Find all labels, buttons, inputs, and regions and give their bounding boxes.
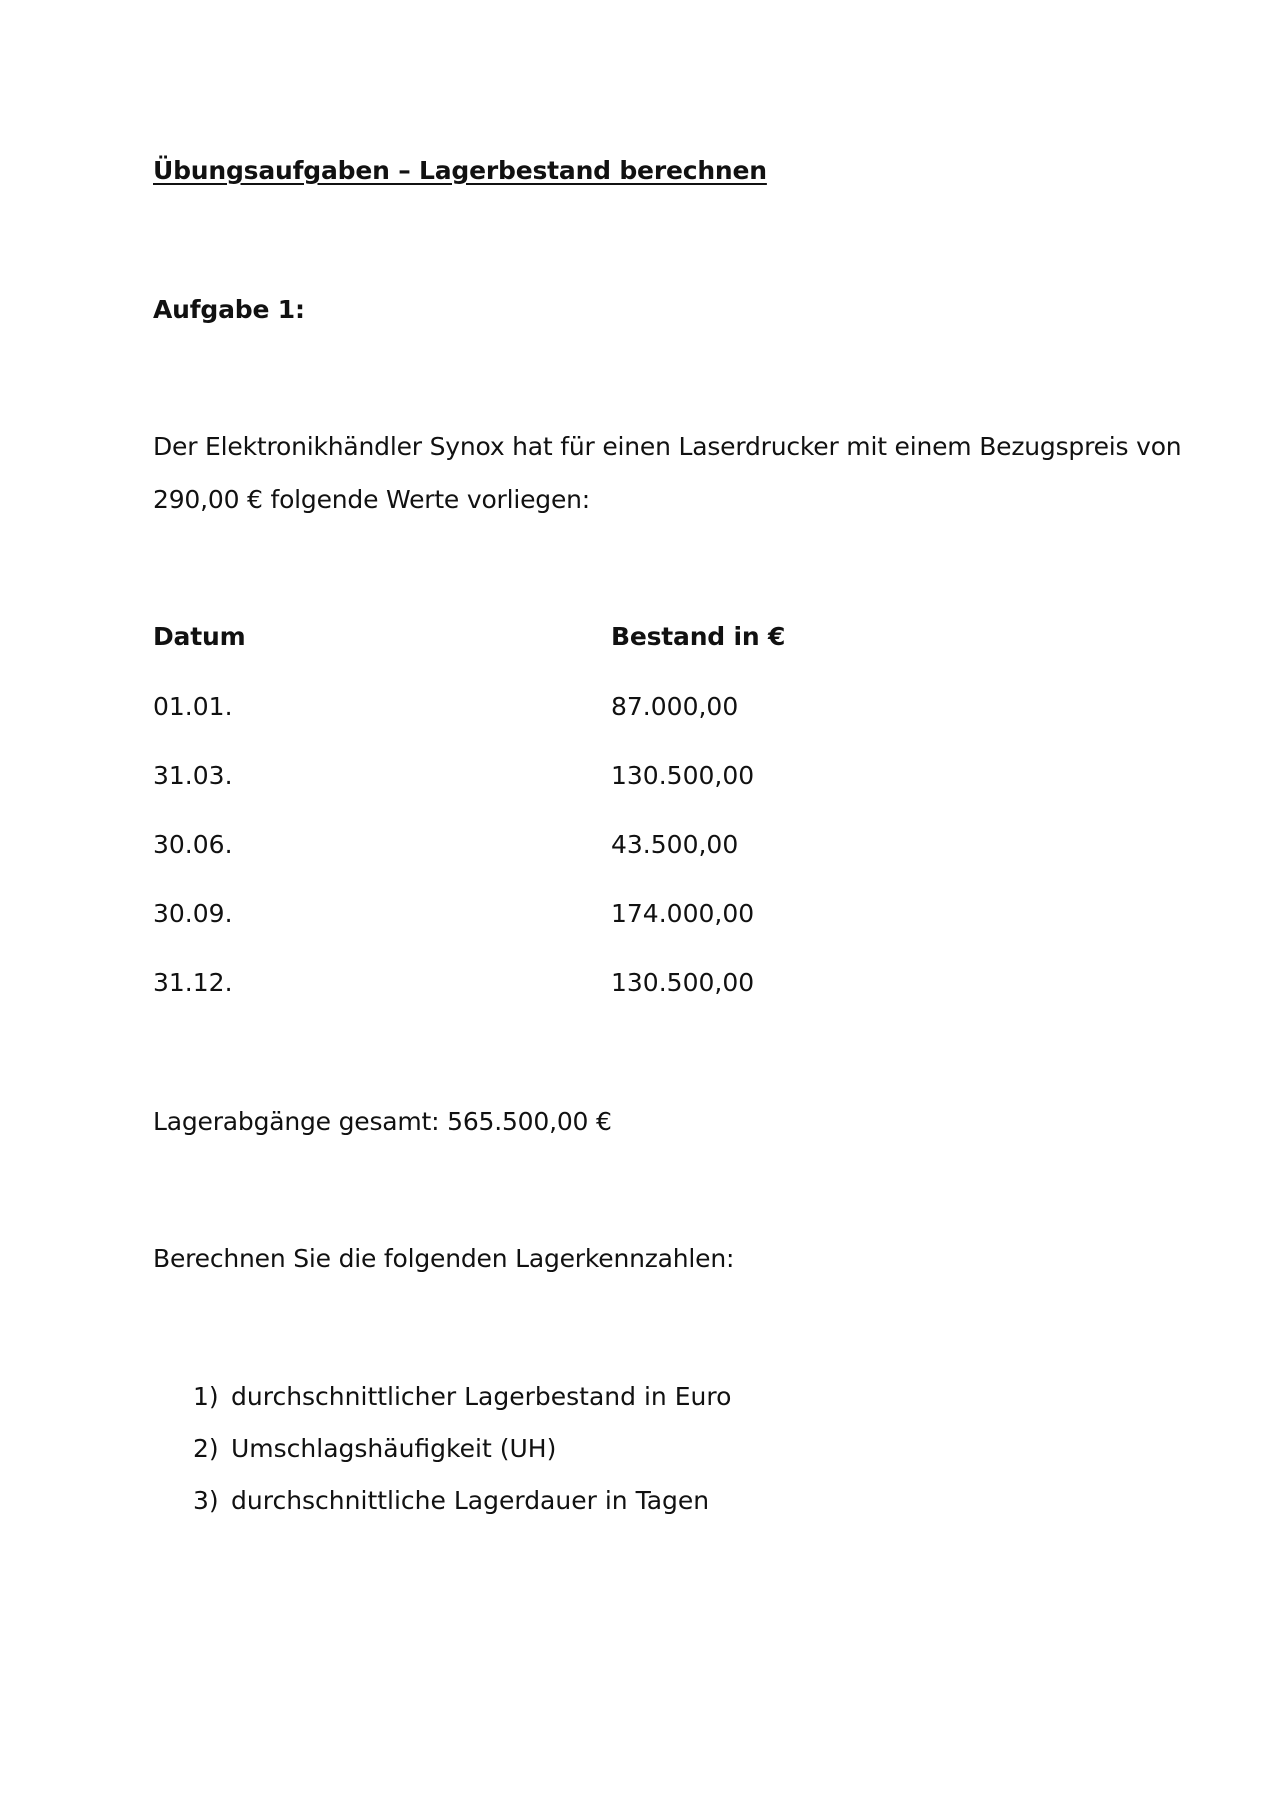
table-cell-date: 31.03. [153, 761, 233, 790]
table-header-stock: Bestand in € [611, 622, 786, 651]
list-number: 3) [193, 1486, 219, 1515]
intro-line-1: Der Elektronikhändler Synox hat für einen Laserdrucker mit einem Bezugspreis von [153, 432, 1182, 461]
table-cell-date: 01.01. [153, 692, 233, 721]
table-header-date: Datum [153, 622, 246, 651]
table-cell-date: 31.12. [153, 968, 233, 997]
list-number: 1) [193, 1382, 219, 1411]
table-cell-stock: 130.500,00 [611, 761, 755, 790]
table-cell-date: 30.06. [153, 830, 233, 859]
outflows-total: Lagerabgänge gesamt: 565.500,00 € [153, 1107, 612, 1136]
page-title: Übungsaufgaben – Lagerbestand berechnen [153, 156, 767, 185]
task-heading: Aufgabe 1: [153, 295, 305, 324]
table-cell-stock: 130.500,00 [611, 968, 755, 997]
list-number: 2) [193, 1434, 219, 1463]
list-text: durchschnittlicher Lagerbestand in Euro [231, 1382, 732, 1411]
list-item [193, 1488, 709, 1513]
table-cell-stock: 174.000,00 [611, 899, 755, 928]
list-item [193, 1384, 731, 1409]
intro-line-2: 290,00 € folgende Werte vorliegen: [153, 485, 591, 514]
list-item [193, 1436, 556, 1461]
table-cell-stock: 43.500,00 [611, 830, 739, 859]
table-cell-stock: 87.000,00 [611, 692, 739, 721]
table-cell-date: 30.09. [153, 899, 233, 928]
list-text: durchschnittliche Lagerdauer in Tagen [231, 1486, 710, 1515]
list-text: Umschlagshäufigkeit (UH) [231, 1434, 557, 1463]
instruction-text: Berechnen Sie die folgenden Lagerkennzahlen: [153, 1244, 735, 1273]
